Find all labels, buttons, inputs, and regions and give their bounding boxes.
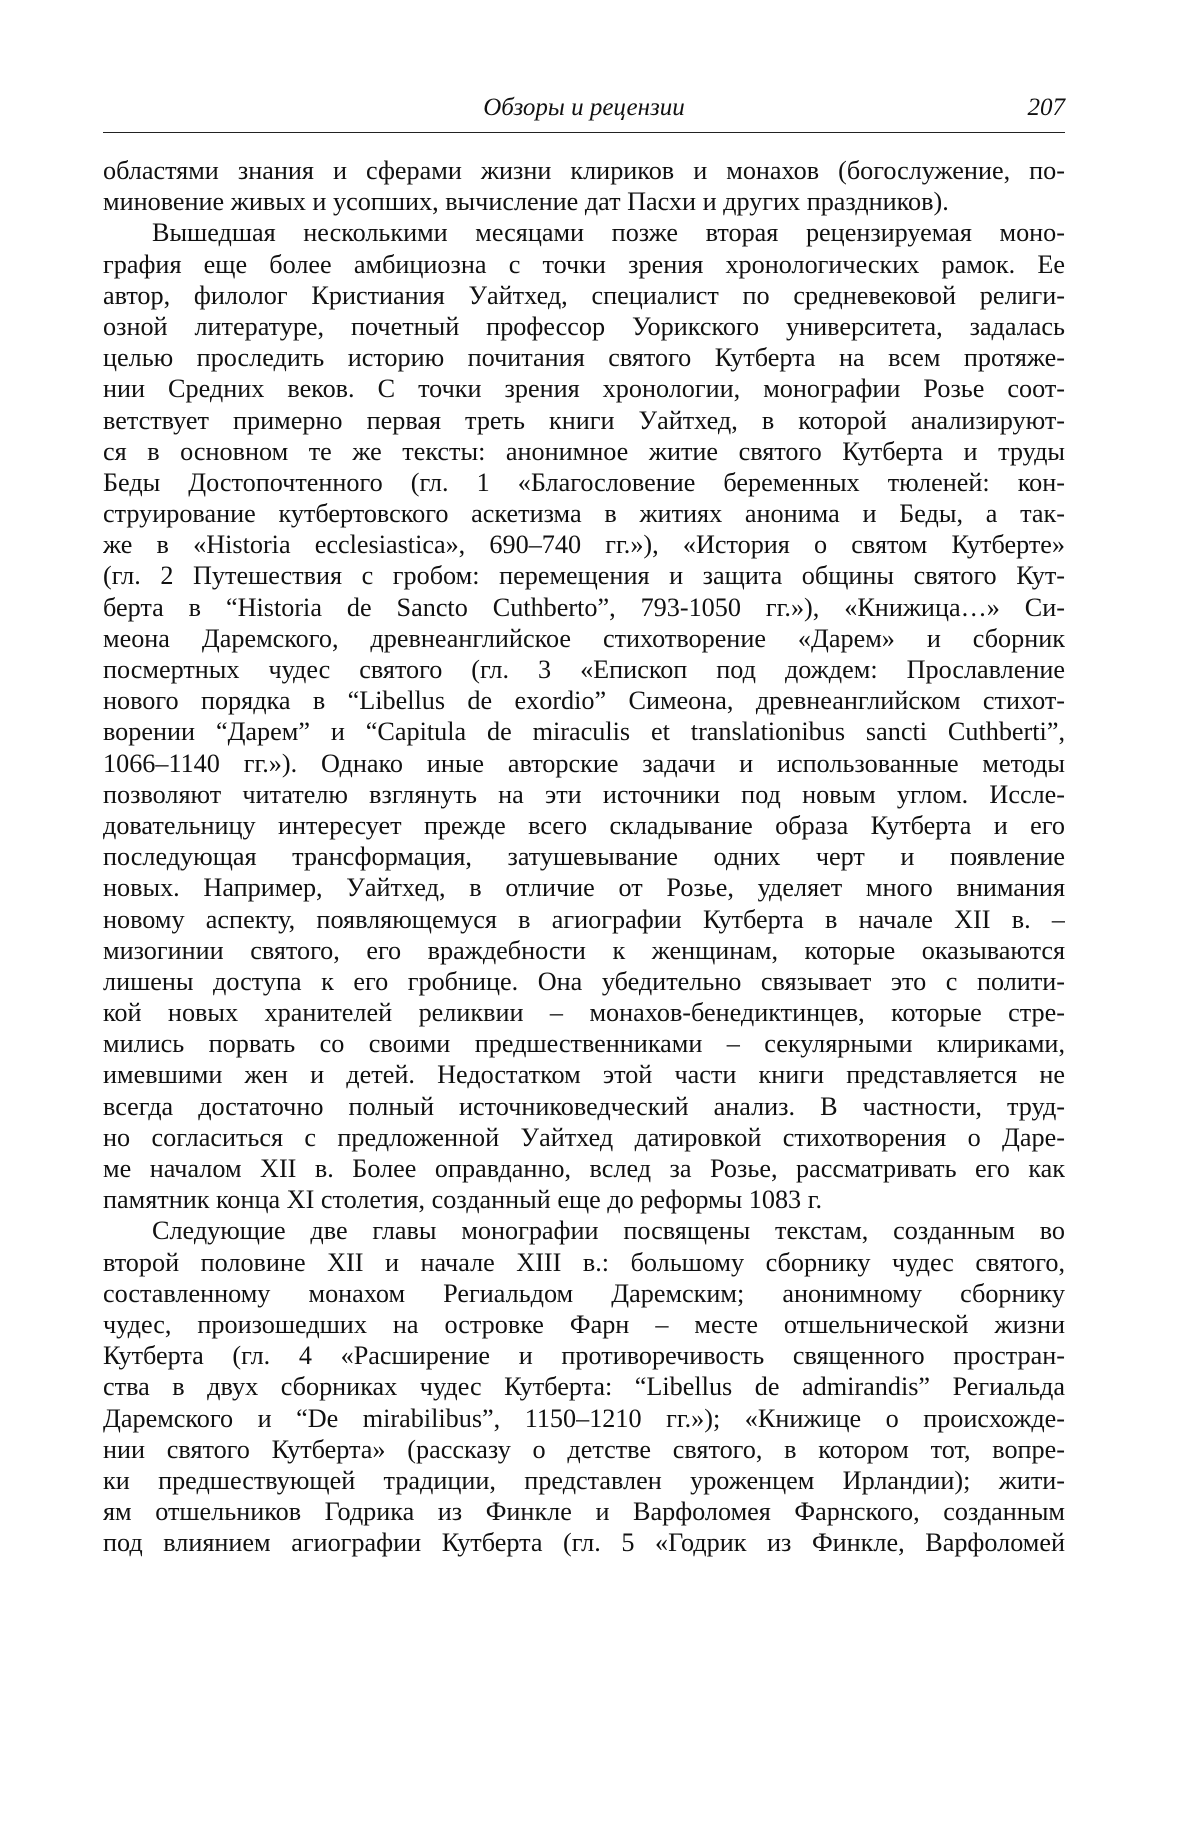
text-line: ки предшествующей традиции, представлен уроженцем Ирландии); жити- xyxy=(103,1465,1065,1496)
text-line: последующая трансформация, затушевывание одних черт и появление xyxy=(103,841,1065,872)
text-line: второй половине XII и начале XIII в.: большому сборнику чудес святого, xyxy=(103,1247,1065,1278)
text-line: кой новых хранителей реликвии – монахов-бенедиктинцев, которые стре- xyxy=(103,997,1065,1028)
text-line: меона Даремского, древнеанглийское стихотворение «Дарем» и сборник xyxy=(103,623,1065,654)
page-number: 207 xyxy=(1028,94,1066,122)
text-line: областями знания и сферами жизни клириков и монахов (богослужение, по- xyxy=(103,155,1065,186)
text-line: Беды Достопочтенного (гл. 1 «Благословение беременных тюленей: кон- xyxy=(103,467,1065,498)
text-line: автор, филолог Кристиания Уайтхед, специалист по средневековой религи- xyxy=(103,280,1065,311)
text-line: под влиянием агиографии Кутберта (гл. 5 «Годрик из Финкле, Варфоломей xyxy=(103,1527,1065,1558)
running-head: Обзоры и рецензии xyxy=(103,94,1065,122)
text-line: озной литературе, почетный профессор Уорикского университета, задалась xyxy=(103,311,1065,342)
text-line: довательницу интересует прежде всего складывание образа Кутберта и его xyxy=(103,810,1065,841)
text-line: ям отшельников Годрика из Финкле и Варфоломея Фарнского, созданным xyxy=(103,1496,1065,1527)
text-line: позволяют читателю взглянуть на эти источники под новым углом. Иссле- xyxy=(103,779,1065,810)
text-line: нии Средних веков. С точки зрения хронологии, монографии Розье соот- xyxy=(103,373,1065,404)
body-text xyxy=(103,155,1065,1558)
text-line: Даремского и “De mirabilibus”, 1150–1210 гг.»); «Книжице о происхожде- xyxy=(103,1403,1065,1434)
text-line: же в «Historia ecclesiastica», 690–740 гг.»), «История о святом Кутберте» xyxy=(103,529,1065,560)
text-line: нии святого Кутберта» (рассказу о детстве святого, в котором тот, вопре- xyxy=(103,1434,1065,1465)
text-line: целью проследить историю почитания святого Кутберта на всем протяже- xyxy=(103,342,1065,373)
text-line: мились порвать со своими предшественниками – секулярными клириками, xyxy=(103,1028,1065,1059)
text-line: ворении “Дарем” и “Capitula de miraculis et translationibus sancti Cuthberti”, xyxy=(103,716,1065,747)
text-line: миновение живых и усопших, вычисление дат Пасхи и других праздников). xyxy=(103,186,1065,217)
text-line: струирование кутбертовского аскетизма в житиях анонима и Беды, а так- xyxy=(103,498,1065,529)
text-line: графия еще более амбициозна с точки зрения хронологических рамок. Ее xyxy=(103,249,1065,280)
text-line: нового порядка в “Libellus de exordio” Симеона, древнеанглийском стихот- xyxy=(103,685,1065,716)
text-line: памятник конца XI столетия, созданный еще до реформы 1083 г. xyxy=(103,1184,1065,1215)
text-line: ся в основном те же тексты: анонимное житие святого Кутберта и труды xyxy=(103,436,1065,467)
text-line: (гл. 2 Путешествия с гробом: перемещения и защита общины святого Кут- xyxy=(103,560,1065,591)
text-line: берта в “Historia de Sancto Cuthberto”, 793-1050 гг.»), «Книжица…» Си- xyxy=(103,592,1065,623)
text-line: Следующие две главы монографии посвящены текстам, созданным во xyxy=(103,1215,1065,1246)
text-line: посмертных чудес святого (гл. 3 «Епископ под дождем: Прославление xyxy=(103,654,1065,685)
text-line: составленному монахом Региальдом Даремским; анонимному сборнику xyxy=(103,1278,1065,1309)
text-line: ме началом XII в. Более оправданно, вслед за Розье, рассматривать его как xyxy=(103,1153,1065,1184)
text-line: Вышедшая несколькими месяцами позже вторая рецензируемая моно- xyxy=(103,217,1065,248)
page-header xyxy=(103,88,1065,133)
text-line: новых. Например, Уайтхед, в отличие от Розье, уделяет много внимания xyxy=(103,872,1065,903)
text-line: всегда достаточно полный источниковедческий анализ. В частности, труд- xyxy=(103,1091,1065,1122)
text-line: ветствует примерно первая треть книги Уайтхед, в которой анализируют- xyxy=(103,405,1065,436)
book-page xyxy=(103,88,1065,1558)
text-line: ства в двух сборниках чудес Кутберта: “Libellus de admirandis” Региальда xyxy=(103,1371,1065,1402)
text-line: чудес, произошедших на островке Фарн – месте отшельнической жизни xyxy=(103,1309,1065,1340)
text-line: мизогинии святого, его враждебности к женщинам, которые оказываются xyxy=(103,935,1065,966)
text-line: новому аспекту, появляющемуся в агиографии Кутберта в начале XII в. – xyxy=(103,904,1065,935)
text-line: 1066–1140 гг.»). Однако иные авторские задачи и использованные методы xyxy=(103,748,1065,779)
text-line: но согласиться с предложенной Уайтхед датировкой стихотворения о Даре- xyxy=(103,1122,1065,1153)
text-line: лишены доступа к его гробнице. Она убедительно связывает это с полити- xyxy=(103,966,1065,997)
text-line: Кутберта (гл. 4 «Расширение и противоречивость священного простран- xyxy=(103,1340,1065,1371)
text-line: имевшими жен и детей. Недостатком этой части книги представляется не xyxy=(103,1059,1065,1090)
